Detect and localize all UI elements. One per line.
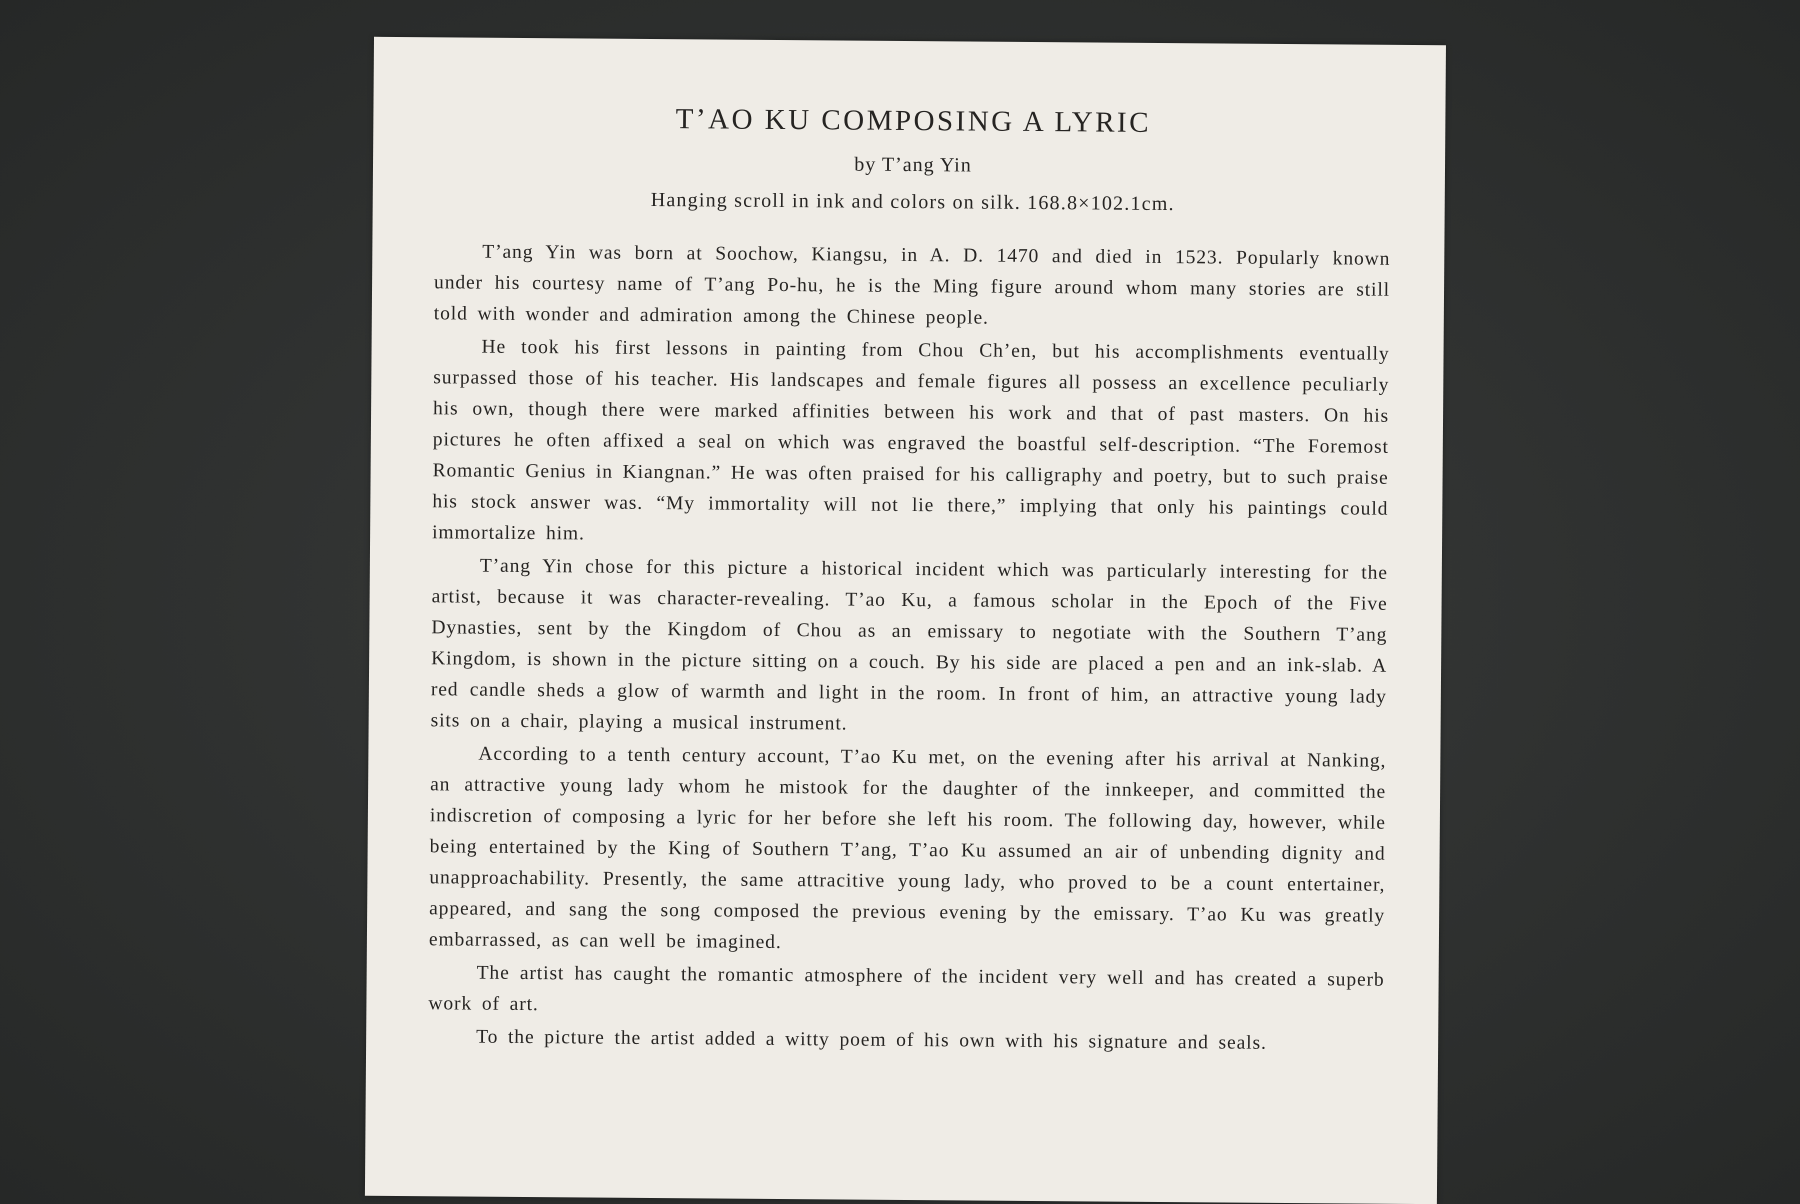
document-page: [365, 37, 1446, 1204]
paragraph-subject: T’ang Yin chose for this picture a historical incident which was particularly interesting for the artist, because it was character-revealing. T’ao Ku, a famous scholar in the Epoch of the Five Dynasties, sent by the Kingdom of Chou as an emissary to negotiate with the Southern T’ang Kingdom, is shown in the picture sitting on a couch. By his side are placed a pen and an ink-slab. A red candle sheds a glow of warmth and light in the room. In front of him, an attractive young lady sits on a chair, playing a musical instrument.: [430, 555, 1388, 735]
paragraph-assessment: The artist has caught the romantic atmosphere of the incident very well and has created a superb work of art.: [428, 962, 1385, 1016]
paragraph-story: According to a tenth century account, T’ao Ku met, on the evening after his arrival at Nanking, an attractive young lady whom he mistook for the daughter of the innkeeper, and committed the indiscretion of composing a lyric for her before she left his room. The following day, however, while being entertained by the King of Southern T’ang, T’ao Ku assumed an air of unbending dignity and unapproachability. Presently, the same attracitive young lady, who proved to be a count entertainer, appeared, and sang the song composed the previous evening by the emissary. T’ao Ku was greatly embarrassed, as can well be imagined.: [428, 743, 1387, 954]
paragraph-inscription: To the picture the artist added a witty poem of his own with his signature and seals.: [476, 1026, 1267, 1054]
page-title: T’AO KU COMPOSING A LYRIC: [675, 103, 1152, 139]
document-body: [366, 37, 1446, 1060]
paragraph-biography: T’ang Yin was born at Soochow, Kiangsu, in A. D. 1470 and died in 1523. Popularly known under his courtesy name of T’ang Po-hu, he is the Ming figure around whom many stories are still told with wonder and admiration among the Chinese people.: [433, 241, 1391, 329]
paragraph-training: He took his first lessons in painting from Chou Ch’en, but his accomplishments eventually surpassed those of his teacher. His landscapes and female figures all possess an excellence peculiarly his own, though there were marked affinities between his work and that of past masters. On his pictures he often affixed a seal on which was engraved the boastful self-description. “The Foremost Romantic Genius in Kiangnan.” He was often praised for his calligraphy and poetry, but to such praise his stock answer was. “My immortality will not lie there,” implying that only his paintings could immortalize him.: [432, 336, 1390, 545]
author-byline: by T’ang Yin: [854, 153, 972, 177]
artwork-medium: Hanging scroll in ink and colors on silk. 168.8×102.1cm.: [650, 188, 1175, 216]
